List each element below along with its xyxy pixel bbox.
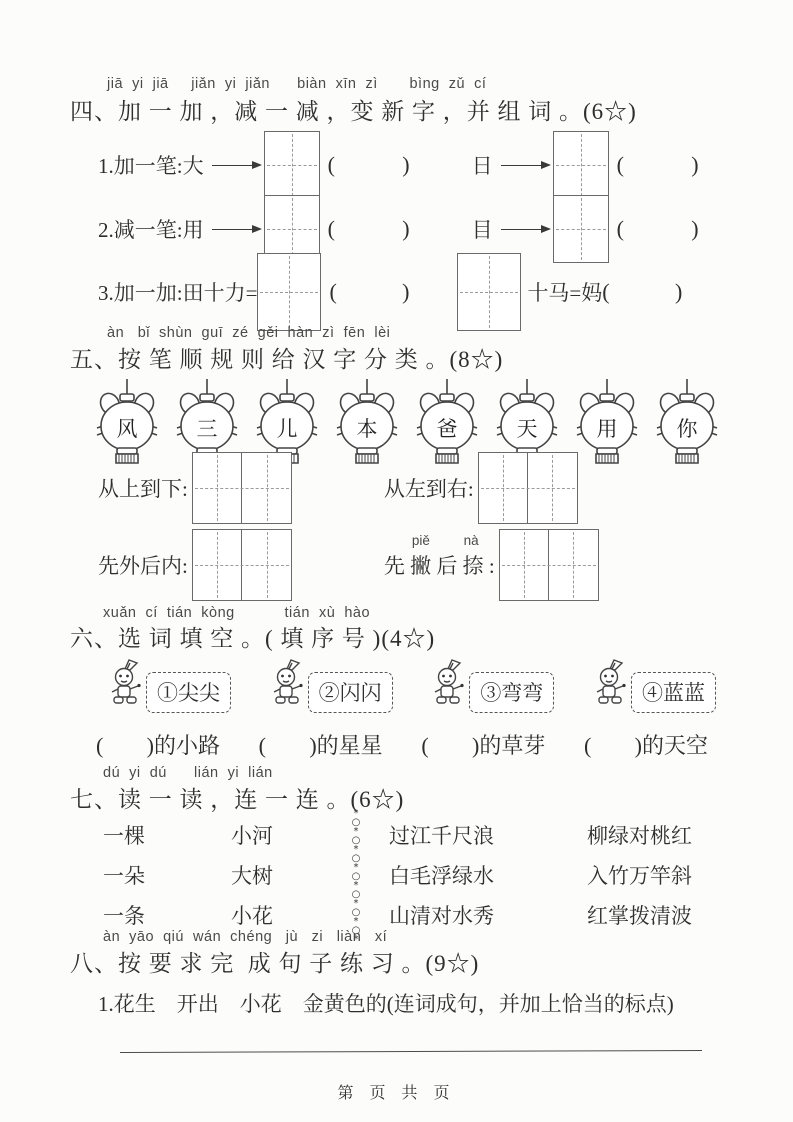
- lantern-character: 三: [196, 417, 218, 441]
- measure-word: 一棵: [103, 824, 145, 848]
- section6-title: 六、选 词 填 空 。( 填 序 号 )(4☆): [70, 626, 436, 651]
- phrase-right: 红掌拨清波: [587, 904, 692, 928]
- option-box: ①尖尖: [146, 672, 231, 713]
- lantern-character: 用: [596, 417, 618, 441]
- category-label: 从上到下:: [98, 477, 188, 501]
- lantern-character: 你: [676, 417, 698, 441]
- measure-word: 一条: [103, 904, 145, 928]
- phrase-left: 白毛浮绿水: [389, 864, 494, 888]
- paren-open: (: [329, 279, 337, 304]
- page-footer: 第 页 共 页: [337, 1085, 456, 1102]
- paren-open: (: [602, 279, 610, 304]
- paren-close: ): [471, 733, 480, 758]
- mascot-icon: [270, 658, 306, 708]
- blank-suffix: 的小路: [154, 733, 221, 758]
- section4-row1: [98, 130, 699, 200]
- phrase-left: 山清对水秀: [389, 904, 494, 928]
- section4-title: 四、加 一 加 ，减 一 减 ，变 新 字 ，并 组 词 。(6☆): [70, 99, 637, 124]
- blank-parens: [584, 733, 642, 759]
- fill-blank-item: [584, 729, 708, 760]
- arrow-right-icon: [501, 229, 549, 230]
- blank-parens: [328, 216, 410, 242]
- blank-parens: [617, 216, 699, 242]
- paren-close: ): [402, 216, 410, 241]
- blank-suffix: 的草芽: [479, 733, 546, 758]
- blank-suffix: 的天空: [641, 733, 708, 758]
- arrow-right-icon: [212, 165, 260, 166]
- mascot-icon-slot: [270, 658, 306, 713]
- option-box: ④蓝蓝: [631, 672, 716, 713]
- category-label: 从左到右:: [383, 477, 474, 501]
- phrase-right: 柳绿对桃红: [587, 824, 692, 848]
- paren-open: (: [616, 152, 624, 177]
- writing-box-double: [478, 452, 578, 524]
- lantern-character: 本: [356, 417, 378, 441]
- writing-box: [553, 131, 609, 199]
- paren-close: ): [691, 152, 699, 177]
- word-option: [431, 658, 554, 713]
- lantern-character: 风: [116, 417, 138, 441]
- lantern-character: 爸: [436, 417, 458, 441]
- category-label: 先外后内:: [98, 554, 188, 578]
- writing-box: [457, 253, 521, 331]
- paren-open: (: [96, 733, 104, 758]
- category-label: 先 撇 后 捺 :: [383, 554, 495, 578]
- paren-open: (: [583, 733, 592, 758]
- option-box: ②闪闪: [308, 672, 393, 713]
- writing-box: [264, 131, 320, 199]
- paren-close: ): [691, 216, 699, 241]
- blank-parens: [421, 733, 479, 759]
- paren-close: ): [634, 733, 642, 758]
- noun-word: 小花: [231, 904, 273, 928]
- word-option: [270, 658, 393, 713]
- section7-pinyin: dú yi dú lián yi lián: [103, 765, 273, 781]
- category-label-with-pinyin: [383, 533, 495, 580]
- writing-box-double: [192, 452, 292, 524]
- section4-pinyin: jiā yi jiā jiǎn yi jiǎn biàn xīn zì bìng zǔ cí: [107, 76, 487, 92]
- row1-left-label: 1.加一笔:大: [98, 154, 204, 178]
- footer-divider-line: [120, 1050, 702, 1053]
- word-options-row: [108, 658, 716, 713]
- paren-open: (: [327, 216, 335, 241]
- row2-right-label: 目: [471, 218, 493, 242]
- section6-pinyin: xuǎn cí tián kòng tián xù hào: [103, 605, 371, 621]
- blank-parens: [96, 733, 154, 759]
- blank-parens: [617, 152, 699, 178]
- section8-title: 八、按 要 求 完 成 句 子 练 习 。(9☆): [70, 951, 480, 976]
- section5-title: 五、按 笔 顺 规 则 给 汉 字 分 类 。(8☆): [70, 347, 504, 372]
- word-option: [593, 658, 716, 713]
- stroke-category-row1: [98, 452, 578, 524]
- phrase-left: 过江千尺浪: [389, 824, 494, 848]
- section8-pinyin: àn yāo qiú wán chéng jù zi liàn xí: [103, 929, 388, 945]
- section4-row3: [98, 252, 682, 332]
- row1-right-label: 日: [471, 154, 493, 178]
- mascot-icon-slot: [108, 658, 144, 713]
- section5-pinyin: àn bǐ shùn guī zé gěi hàn zì fēn lèi: [107, 325, 391, 341]
- lantern-character: 天: [516, 417, 538, 441]
- paren-open: (: [258, 733, 266, 758]
- lantern-char-item: [574, 379, 640, 467]
- paren-close: ): [402, 279, 410, 304]
- pie-na-pinyin: piě nà: [411, 533, 479, 548]
- blank-suffix: 的星星: [316, 733, 383, 758]
- writing-box-double: [499, 529, 599, 601]
- paren-open: (: [421, 733, 429, 758]
- measure-word: 一朵: [103, 864, 145, 888]
- fill-blank-item: [421, 729, 545, 760]
- option-box: ③弯弯: [469, 672, 554, 713]
- blank-parens: [602, 279, 682, 305]
- fill-blank-item: [259, 729, 383, 760]
- fill-blank-item: [96, 729, 220, 760]
- fill-blank-row: [96, 729, 708, 760]
- paren-close: ): [402, 152, 410, 177]
- row2-left-label: 2.减一笔:用: [98, 218, 204, 242]
- arrow-right-icon: [501, 165, 549, 166]
- writing-box: [257, 253, 321, 331]
- noun-word: 大树: [231, 864, 273, 888]
- stroke-category-row2: [98, 528, 599, 602]
- paren-open: (: [327, 152, 335, 177]
- lantern-character: 儿: [276, 417, 298, 441]
- noun-word: 小河: [231, 824, 273, 848]
- section7-title: 七、读 一 读 ，连 一 连 。(6☆): [70, 787, 405, 812]
- blank-parens: [328, 152, 410, 178]
- mascot-icon: [431, 658, 467, 708]
- blank-parens: [329, 279, 409, 305]
- row3-right-label: 十马=妈: [527, 281, 603, 305]
- mascot-icon-slot: [431, 658, 467, 713]
- mascot-icon: [593, 658, 629, 708]
- blank-parens: [259, 733, 317, 759]
- sentence-exercise-item: 1.花生 开出 小花 金黄色的(连词成句，并加上恰当的标点): [98, 992, 674, 1016]
- lantern-char-item: [654, 379, 720, 467]
- writing-box-double: [192, 529, 292, 601]
- phrase-right: 入竹万竿斜: [587, 864, 692, 888]
- arrow-right-icon: [212, 229, 260, 230]
- word-option: [108, 658, 231, 713]
- paren-close: ): [146, 733, 154, 758]
- paren-open: (: [616, 216, 624, 241]
- row3-left-label: 3.加一加:田十力=: [98, 281, 258, 305]
- mascot-icon: [108, 658, 144, 708]
- paren-close: ): [674, 279, 683, 304]
- divider-chain-icon: *○*○*○*○*○*○*○*: [350, 807, 362, 943]
- mascot-icon-slot: [593, 658, 629, 713]
- paren-close: ): [309, 733, 317, 758]
